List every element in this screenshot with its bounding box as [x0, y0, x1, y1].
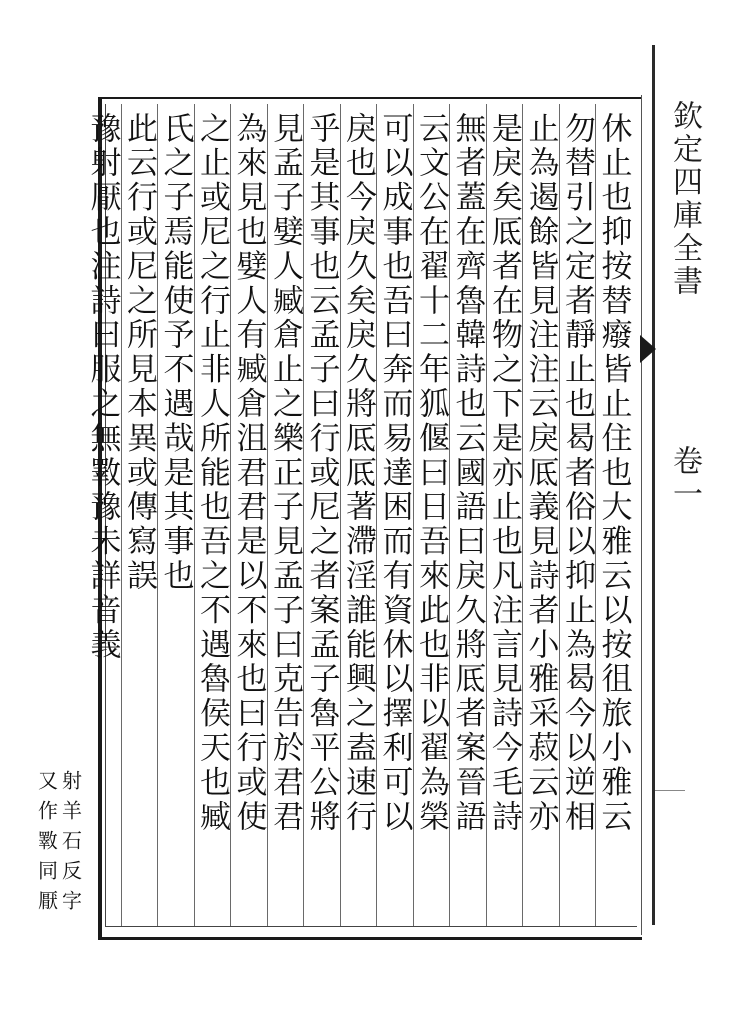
block-center-edge	[652, 45, 655, 925]
column-rule	[303, 104, 304, 926]
text-column-13: 氏之子焉能使予不遇哉是其事也	[157, 112, 194, 594]
fish-tail-mark-icon	[640, 335, 656, 363]
column-rule	[595, 104, 596, 926]
column-rule	[376, 104, 377, 926]
text-column-17: 又作斁同厭	[34, 770, 59, 920]
text-column-6: 云文公在翟十二年狐偃曰日吾來此也非以翟為榮	[413, 112, 449, 835]
text-column-4: 是戾矣厎者在物之下是亦止也凡注言見詩今毛詩	[486, 112, 522, 835]
juan-number: 卷一	[667, 445, 702, 511]
text-column-12: 之止或尼之行止非人所能也吾之不遇魯侯天也臧	[194, 112, 230, 835]
text-column-15: 豫射厭也注詩曰服之無斁豫未詳音義	[84, 112, 121, 663]
edge-mark	[655, 790, 685, 791]
text-column-14: 此云行或尼之所見本異或傳寫誤	[121, 112, 157, 594]
column-rule	[230, 104, 231, 926]
text-column-16: 射羊石反字	[58, 770, 83, 920]
text-column-11: 為來見也嬖人有臧倉沮君君是以不來也曰行或使	[230, 112, 267, 835]
book-title: 欽定四庫全書	[667, 100, 702, 298]
column-rule	[157, 104, 158, 926]
text-column-9: 乎是其事也云孟子曰行或尼之者案孟子魯平公將	[303, 112, 340, 835]
text-column-8: 戾也今戾久矣戾久將厎厎著滯淫誰能興之盍速行	[340, 112, 376, 835]
text-column-3: 止為遏餘皆見注注云戾厎義見詩者小雅采菽云亦	[522, 112, 559, 835]
text-column-7: 可以成事也吾曰奔而易達困而有資休以擇利可以	[376, 112, 413, 835]
text-column-2: 勿替引之定者靜止也曷者俗以抑止為曷今以逆相	[559, 112, 595, 835]
column-rule	[522, 104, 523, 926]
text-column-5: 無者蓋在齊魯韓詩也云國語曰戾久將厎者案晉語	[449, 112, 486, 835]
text-column-1: 休止也抑按替癈皆止住也大雅云以按徂旅小雅云	[595, 112, 632, 835]
text-column-10: 見孟子嬖人臧倉止之樂正子見孟子曰克告於君君	[267, 112, 303, 835]
center-fold-line	[641, 95, 642, 935]
column-rule	[449, 104, 450, 926]
